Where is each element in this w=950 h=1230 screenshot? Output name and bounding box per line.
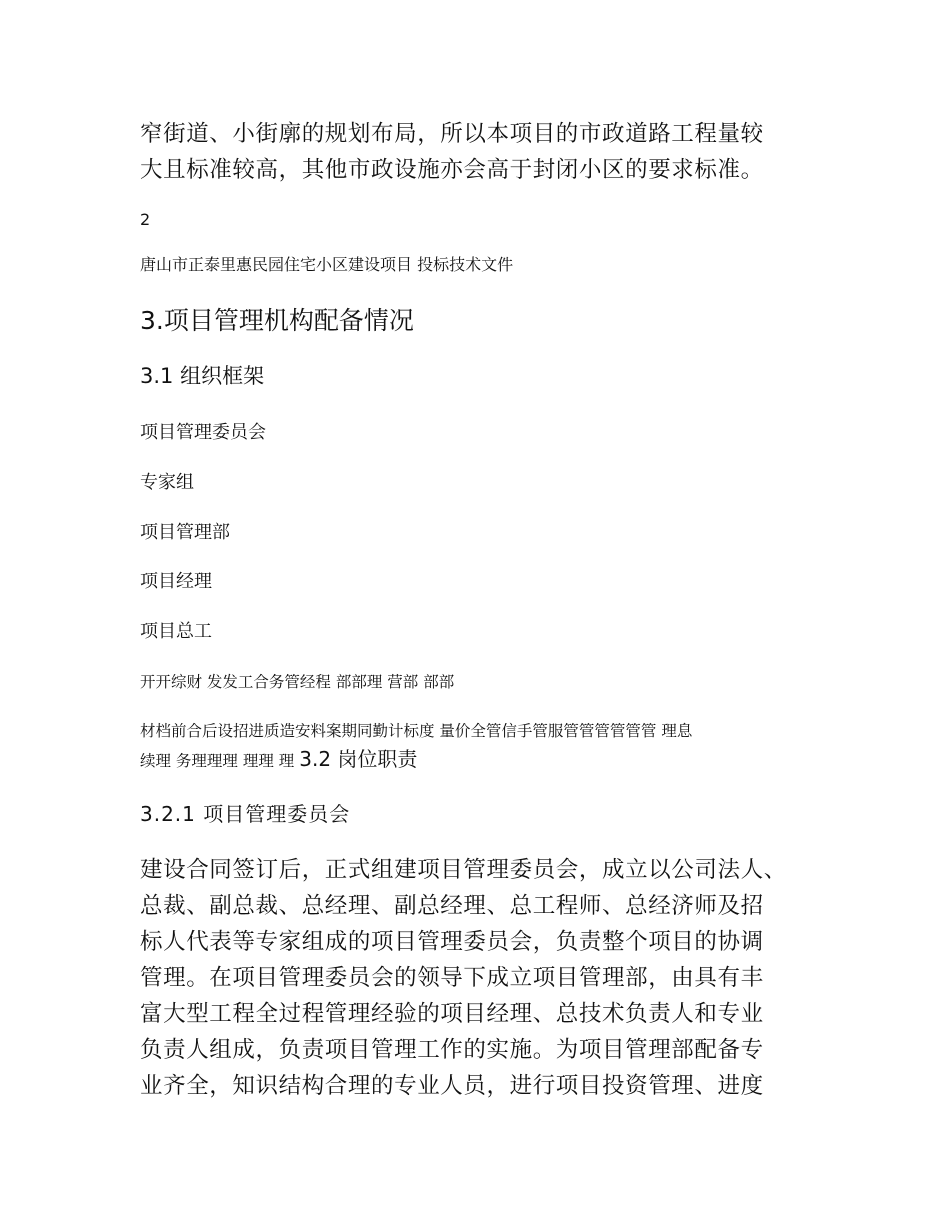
org-item-management-dept: 项目管理部 [140,522,230,543]
page-number: 2 [140,210,151,229]
org-item-committee: 项目管理委员会 [140,422,266,443]
org-line-departments: 开开综财 发发工合务管经程 部部理 营部 部部 [140,673,455,691]
running-header: 唐山市正泰里惠民园住宅小区建设项目 投标技术文件 [140,255,514,274]
org-line-roles-2-prefix: 续理 务理理理 理理 理 [140,752,295,770]
section-3-2-1-title: 3.2.1 项目管理委员会 [140,802,351,826]
intro-line-2: 大且标准较高，其他市政设施亦会高于封闭小区的要求标准。 [140,157,764,183]
section-3-2-title: 3.2 岗位职责 [299,747,418,771]
intro-line-1: 窄街道、小街廓的规划布局，所以本项目的市政道路工程量较 [140,121,764,147]
body-line-3: 标人代表等专家组成的项目管理委员会，负责整个项目的协调 [140,929,764,955]
org-item-project-manager: 项目经理 [140,571,212,592]
org-line-roles-2 [140,748,417,772]
org-line-roles-1: 材档前合后设招进质造安料案期同勤计标度 量价全管信手管服管管管管管管 理息 [140,722,693,740]
section-3-title: 3.项目管理机构配备情况 [140,306,414,335]
body-line-5: 富大型工程全过程管理经验的项目经理、总技术负责人和专业 [140,1001,764,1027]
body-line-4: 管理。在项目管理委员会的领导下成立项目管理部，由具有丰 [140,965,764,991]
section-3-1-title: 3.1 组织框架 [140,364,265,388]
org-item-expert-group: 专家组 [140,472,194,493]
body-line-1: 建设合同签订后，正式组建项目管理委员会，成立以公司法人、 [140,857,787,883]
body-line-7: 业齐全，知识结构合理的专业人员，进行项目投资管理、进度 [140,1073,764,1099]
body-line-6: 负责人组成，负责项目管理工作的实施。为项目管理部配备专 [140,1037,764,1063]
org-item-chief-engineer: 项目总工 [140,621,212,642]
body-line-2: 总裁、副总裁、总经理、副总经理、总工程师、总经济师及招 [140,893,764,919]
